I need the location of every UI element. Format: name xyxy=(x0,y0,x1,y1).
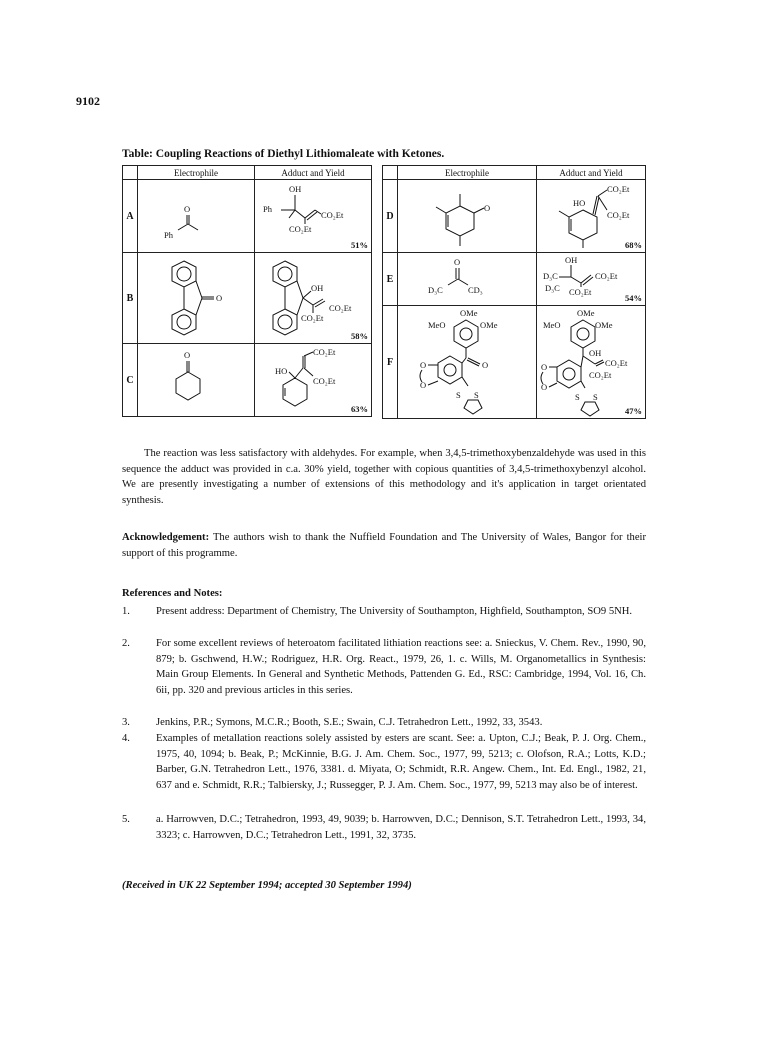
header-electrophile: Electrophile xyxy=(398,166,537,180)
acknowledgement xyxy=(122,530,646,561)
yield-b: 58% xyxy=(351,331,368,341)
adduct-e xyxy=(537,253,646,306)
electrophile-a xyxy=(138,180,255,253)
atom-co2et: CO₂Et xyxy=(569,287,592,297)
atom-oh: OH xyxy=(311,283,324,293)
coupling-table-left xyxy=(122,165,372,417)
yield-e: 54% xyxy=(625,293,642,303)
electrophile-b xyxy=(138,253,255,344)
atom-co2et: CO₂Et xyxy=(313,376,336,386)
atom-co2et: CO₂Et xyxy=(607,210,630,220)
reference-number: 5. xyxy=(122,814,130,825)
atom-ome: OMe xyxy=(577,308,595,318)
atom-o: O xyxy=(482,360,489,370)
reference-5 xyxy=(122,812,646,843)
references-heading: References and Notes: xyxy=(122,588,223,599)
row-label-f: F xyxy=(383,306,398,419)
atom-o: O xyxy=(454,257,461,267)
acknowledgement-text: The authors wish to thank the Nuffield Foundation and The University of Wales, Bangor for their support of this programme. xyxy=(122,532,646,559)
header-blank xyxy=(383,166,398,180)
reference-text: For some excellent reviews of heteroatom facilitated lithiation reactions see: a. Snieckus, V. Chem. Rev., 1990, 90, 879; b. Gschwend, H.W.; Rodriguez, H.R. Org. React., 1979, 26, 1. c. Wills, M. Organometallics in Synthesis: Main Group Elements. In General and Synthetic Methods, Pattenden G. Ed., RSC: Cambridge, 1994, Vol. 16, Ch. 6ii, pp. 320 and previous articles in this series. xyxy=(156,638,646,696)
header-blank xyxy=(123,166,138,180)
header-adduct-yield: Adduct and Yield xyxy=(255,166,372,180)
reference-1 xyxy=(122,604,646,620)
row-label-a: A xyxy=(123,180,138,253)
row-label-e: E xyxy=(383,253,398,306)
atom-oh: OH xyxy=(565,255,578,265)
acknowledgement-heading: Acknowledgement: xyxy=(122,532,210,543)
reference-text: Examples of metallation reactions solely assisted by esters are scant. See: a. Upton, C.J.; Beak, P. J. Org. Chem., 1975, 40, 1094; b. Beak, P.; McKinnie, B.G. J. Am. Chem. Soc., 1977, 99, 5213; c. Olofson, R.A.; Lotts, K.D.; Barber, G.N. Tetrahedron Lett., 1976, 3381. d. Miyata, O; Schmidt, R.R. Angew. Chem., Int. Ed. Engl., 1982, 21, 637 and e. Schmidt, R.R.; Talbiersky, J.; Russegger, P. J. Am. Chem. Soc., 1977, 99, 5213 may also be of interest. xyxy=(156,733,646,791)
atom-ome: OMe xyxy=(480,320,498,330)
atom-co2et: CO₂Et xyxy=(595,271,618,281)
yield-c: 63% xyxy=(351,404,368,414)
atom-co2et: CO₂Et xyxy=(589,370,612,380)
atom-o: O xyxy=(541,382,548,392)
table-caption: Table: Coupling Reactions of Diethyl Lithiomaleate with Ketones. xyxy=(122,148,445,160)
atom-co2et: CO₂Et xyxy=(607,184,630,194)
reference-3 xyxy=(122,715,646,731)
atom-cd3: CD₃ xyxy=(468,285,483,295)
atom-ph: Ph xyxy=(164,230,173,240)
electrophile-d xyxy=(398,180,537,253)
atom-co2et: CO₂Et xyxy=(321,210,344,220)
yield-d: 68% xyxy=(625,240,642,250)
body-paragraph: The reaction was less satisfactory with aldehydes. For example, when 3,4,5-trimethoxybenzaldehyde was used in this sequence the adduct was provided in c.a. 30% yield, together with copious quantities of 3,4,5-trimethoxybenzyl alcohol. We are presently investigating a number of extensions of this methodology and it's application in target orientated synthesis. xyxy=(122,448,646,506)
atom-o: O xyxy=(420,380,427,390)
reference-4 xyxy=(122,731,646,793)
page-number: 9102 xyxy=(76,94,100,108)
reference-number: 1. xyxy=(122,606,130,617)
atom-o: O xyxy=(420,360,427,370)
yield-f: 47% xyxy=(625,406,642,416)
atom-d3c: D₃C xyxy=(545,283,560,293)
adduct-a xyxy=(255,180,372,253)
yield-a: 51% xyxy=(351,240,368,250)
row-label-b: B xyxy=(123,253,138,344)
atom-co2et: CO₂Et xyxy=(289,224,312,234)
adduct-c xyxy=(255,344,372,417)
adduct-b xyxy=(255,253,372,344)
adduct-f xyxy=(537,306,646,419)
reference-number: 2. xyxy=(122,638,130,649)
atom-meo: MeO xyxy=(543,320,561,330)
header-adduct-yield: Adduct and Yield xyxy=(537,166,646,180)
atom-d3c: D₃C xyxy=(428,285,443,295)
electrophile-f xyxy=(398,306,537,419)
adduct-d xyxy=(537,180,646,253)
atom-ome: OMe xyxy=(595,320,613,330)
atom-o: O xyxy=(484,203,491,213)
atom-d3c: D₃C xyxy=(543,271,558,281)
coupling-table-right xyxy=(382,165,646,419)
atom-meo: MeO xyxy=(428,320,446,330)
atom-co2et: CO₂Et xyxy=(301,313,324,323)
atom-oh: OH xyxy=(589,348,602,358)
reference-text: Present address: Department of Chemistry, The University of Southampton, Highfield, Southampton, SO9 5NH. xyxy=(156,606,633,617)
reference-number: 4. xyxy=(122,733,130,744)
atom-s: S xyxy=(575,392,580,402)
row-label-c: C xyxy=(123,344,138,417)
atom-o: O xyxy=(184,350,191,360)
reference-2 xyxy=(122,636,646,698)
atom-o: O xyxy=(184,204,191,214)
atom-ph: Ph xyxy=(263,204,272,214)
atom-s: S xyxy=(456,390,461,400)
atom-co2et: CO₂Et xyxy=(605,358,628,368)
atom-ho: HO xyxy=(275,366,288,376)
atom-co2et: CO₂Et xyxy=(329,303,352,313)
reference-text: Jenkins, P.R.; Symons, M.C.R.; Booth, S.E.; Swain, C.J. Tetrahedron Lett., 1992, 33, 3543. xyxy=(156,717,543,728)
atom-s: S xyxy=(593,392,598,402)
reference-text: a. Harrowven, D.C.; Tetrahedron, 1993, 49, 9039; b. Harrowven, D.C.; Dennison, S.T. Tetrahedron Lett., 1993, 34, 3323; c. Harrowven, D.C.; Tetrahedron Lett., 1991, 32, 3735. xyxy=(156,814,646,841)
row-label-d: D xyxy=(383,180,398,253)
atom-ome: OMe xyxy=(460,308,478,318)
received-note: (Received in UK 22 September 1994; accepted 30 September 1994) xyxy=(122,880,412,891)
atom-o: O xyxy=(216,293,223,303)
atom-ho: HO xyxy=(573,198,586,208)
electrophile-c xyxy=(138,344,255,417)
reference-number: 3. xyxy=(122,717,130,728)
atom-s: S xyxy=(474,390,479,400)
atom-oh: OH xyxy=(289,184,302,194)
atom-co2et: CO₂Et xyxy=(313,347,336,357)
atom-o: O xyxy=(541,362,548,372)
electrophile-e xyxy=(398,253,537,306)
header-electrophile: Electrophile xyxy=(138,166,255,180)
